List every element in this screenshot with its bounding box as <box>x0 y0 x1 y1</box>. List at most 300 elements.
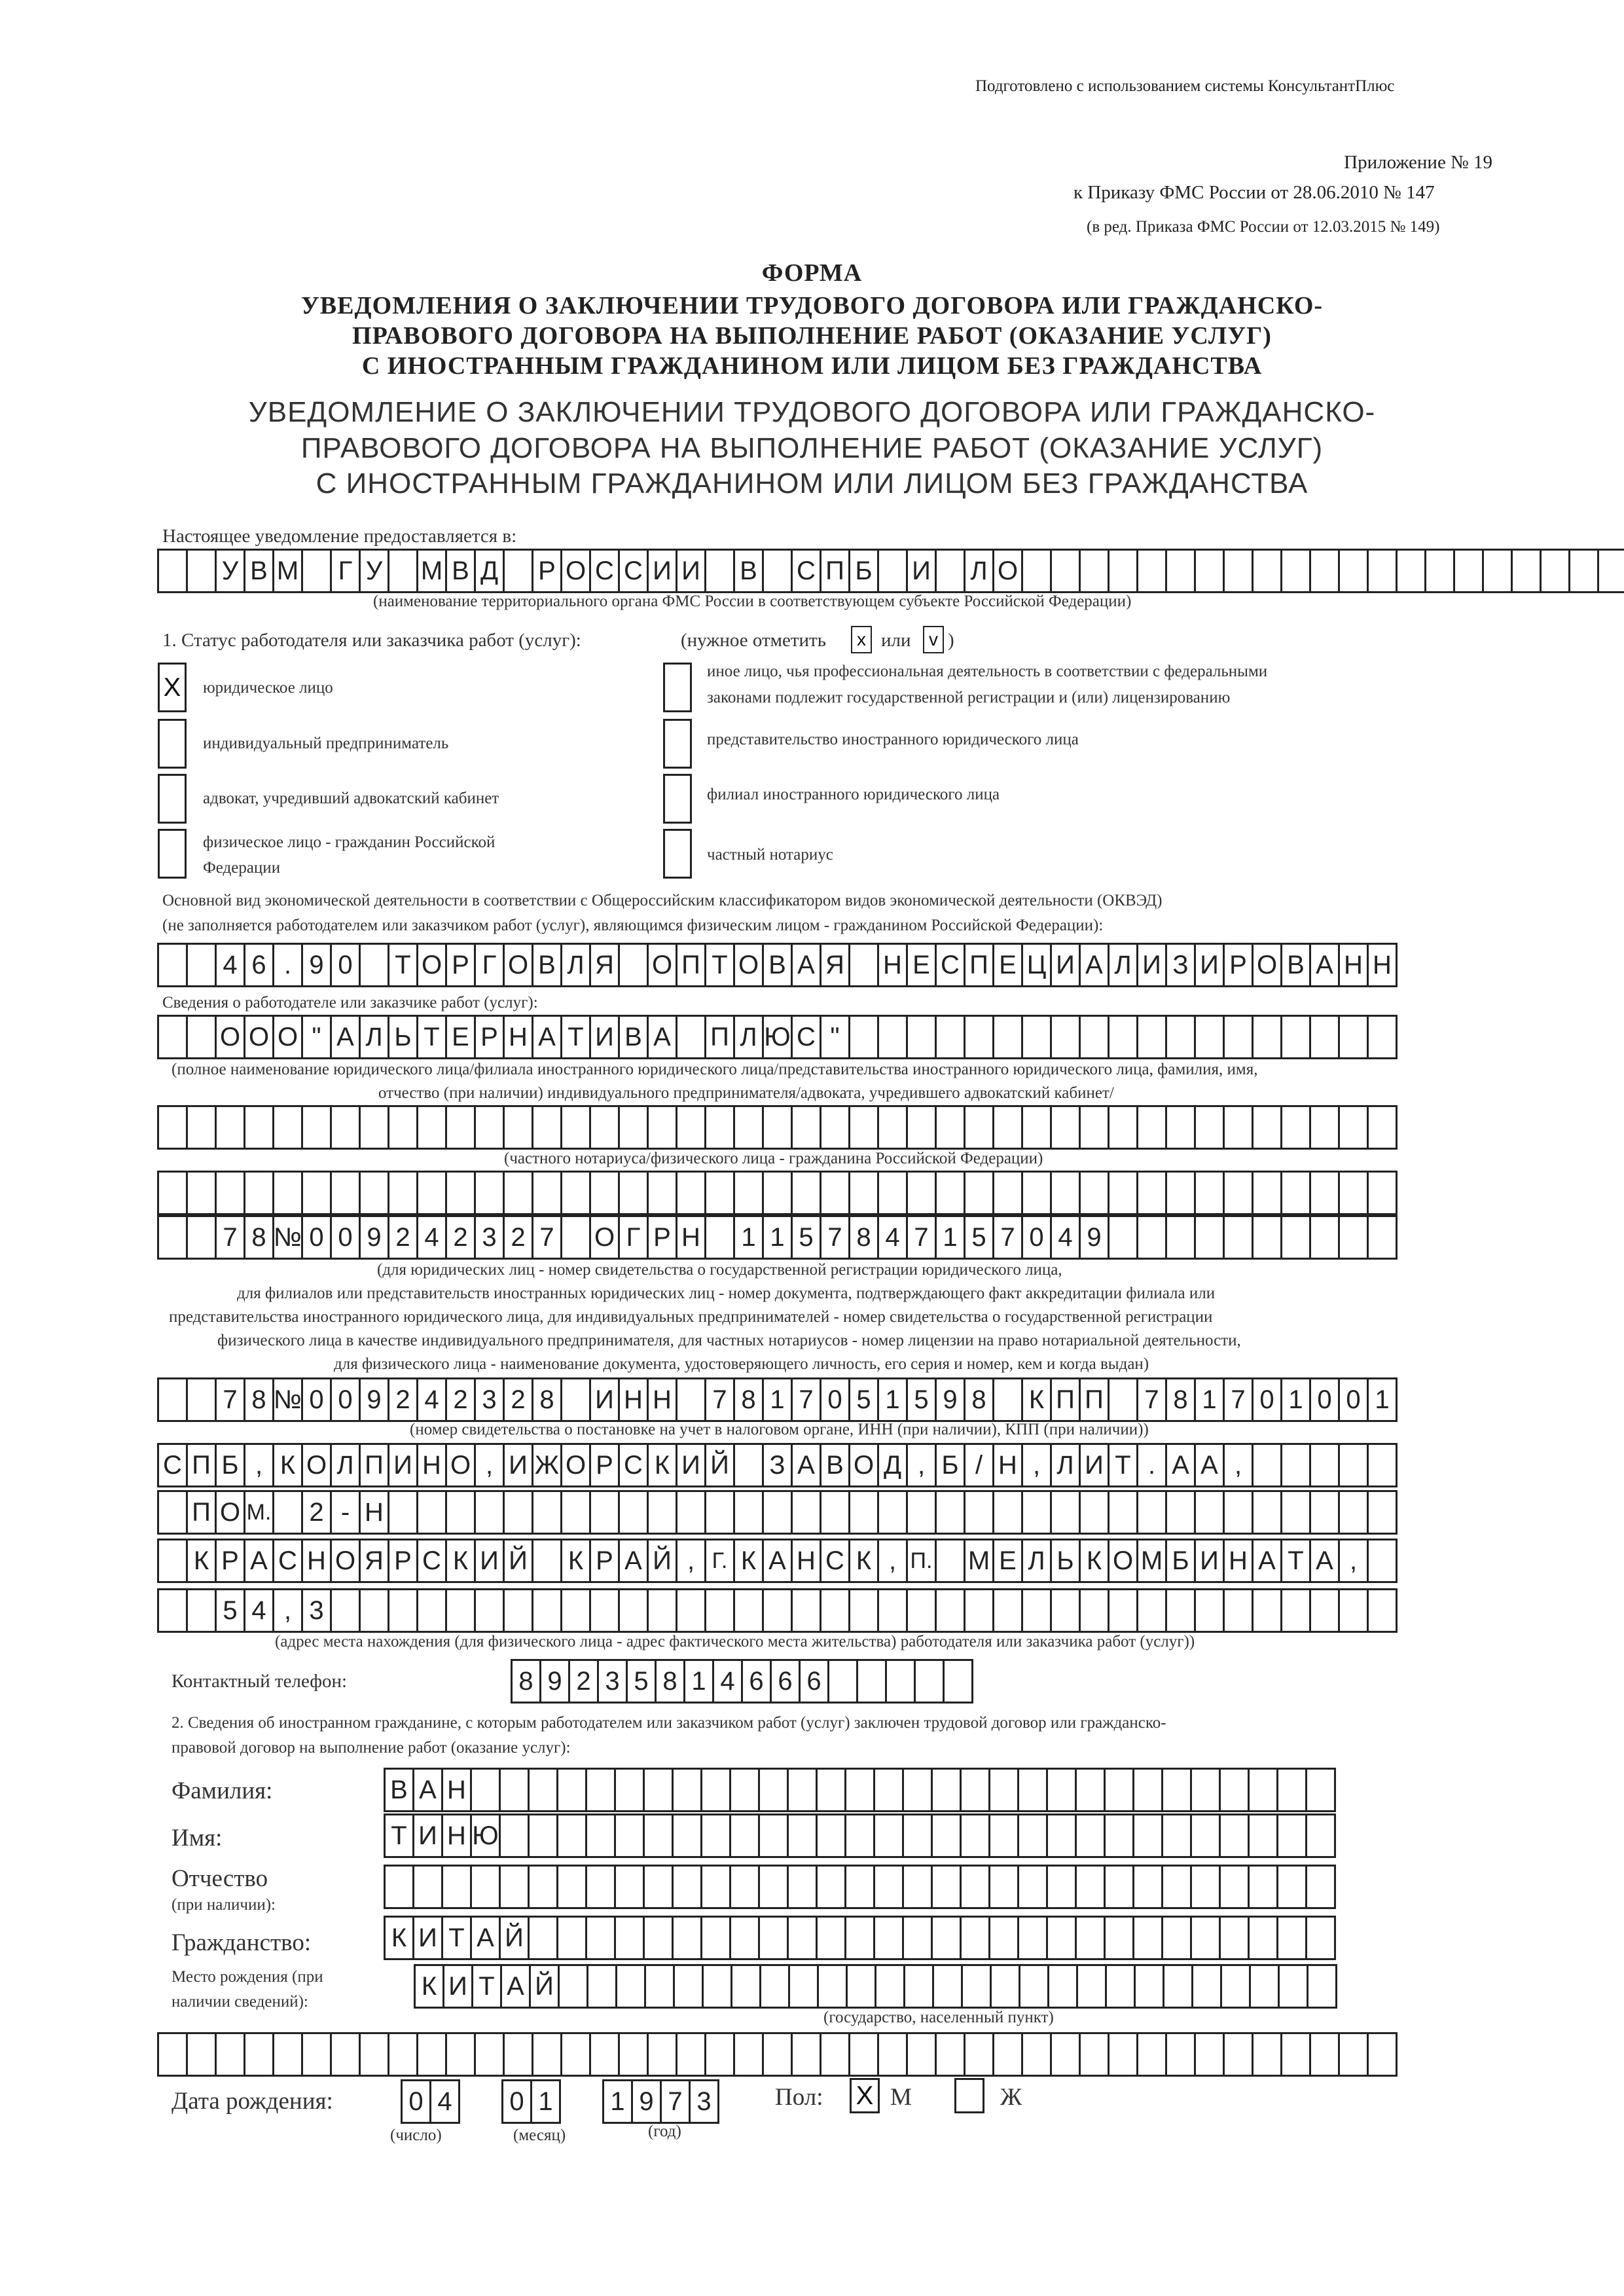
char-cell[interactable] <box>186 1171 217 1215</box>
char-cell[interactable] <box>1223 1215 1254 1260</box>
char-cell[interactable] <box>499 1768 530 1812</box>
char-cell[interactable]: 0 <box>1252 1377 1282 1422</box>
char-cell[interactable] <box>992 1377 1023 1422</box>
char-cell[interactable] <box>1017 1768 1048 1812</box>
char-cell[interactable] <box>157 1539 188 1583</box>
char-cell[interactable] <box>1252 1105 1282 1150</box>
char-cell[interactable]: А <box>532 1015 562 1059</box>
char-cell[interactable]: С <box>935 943 965 987</box>
char-cell[interactable] <box>1276 1768 1307 1812</box>
char-cell[interactable] <box>762 549 793 593</box>
char-cell[interactable] <box>672 1813 702 1858</box>
char-cell[interactable]: 8 <box>848 1215 879 1260</box>
char-cell[interactable]: Л <box>359 1015 389 1059</box>
char-cell[interactable] <box>556 1916 587 1960</box>
char-cell[interactable]: В <box>1280 943 1311 987</box>
char-cell[interactable]: В <box>820 1443 850 1487</box>
char-cell[interactable] <box>618 1588 649 1633</box>
char-cell[interactable] <box>1190 1916 1221 1960</box>
char-cell[interactable]: Р <box>1223 943 1254 987</box>
char-cell[interactable] <box>416 1490 447 1535</box>
char-cell[interactable] <box>964 1015 994 1059</box>
char-cell[interactable] <box>1280 1171 1311 1215</box>
char-cell[interactable]: С <box>157 1443 188 1487</box>
char-cell[interactable]: , <box>1338 1539 1369 1583</box>
char-cell[interactable] <box>157 2032 188 2077</box>
char-cell[interactable]: Р <box>388 1539 418 1583</box>
char-cell[interactable] <box>672 1865 702 1909</box>
char-cell[interactable] <box>1191 1964 1222 2009</box>
char-cell[interactable] <box>330 2032 361 2077</box>
char-cell[interactable] <box>157 1015 188 1059</box>
char-cell[interactable]: Н <box>1338 943 1369 987</box>
char-cell[interactable] <box>647 2032 677 2077</box>
char-cell[interactable]: 5 <box>964 1215 994 1260</box>
char-cell[interactable]: С <box>791 549 821 593</box>
char-cell[interactable] <box>1108 1171 1138 1215</box>
char-cell[interactable]: Я <box>820 943 850 987</box>
char-cell[interactable] <box>931 1865 962 1909</box>
char-cell[interactable] <box>503 1490 533 1535</box>
char-cell[interactable]: Р <box>474 1015 505 1059</box>
char-cell[interactable]: Т <box>704 943 735 987</box>
char-cell[interactable] <box>988 1813 1019 1858</box>
char-cell[interactable]: 3 <box>689 2079 719 2124</box>
char-cell[interactable] <box>931 1916 962 1960</box>
char-cell[interactable] <box>729 1813 760 1858</box>
char-cell[interactable] <box>1108 549 1138 593</box>
char-cell[interactable]: И <box>1194 943 1225 987</box>
char-cell[interactable]: С <box>589 549 620 593</box>
char-cell[interactable]: 7 <box>704 1377 735 1422</box>
patronymic-field[interactable] <box>384 1865 1334 1909</box>
char-cell[interactable]: И <box>1194 1539 1225 1583</box>
char-cell[interactable] <box>1223 549 1254 593</box>
char-cell[interactable] <box>186 943 217 987</box>
char-cell[interactable] <box>1309 1105 1340 1150</box>
char-cell[interactable] <box>585 1768 616 1812</box>
char-cell[interactable] <box>556 1865 587 1909</box>
char-cell[interactable] <box>1367 549 1398 593</box>
char-cell[interactable] <box>1108 1215 1138 1260</box>
char-cell[interactable]: 4 <box>416 1377 447 1422</box>
char-cell[interactable]: С <box>618 549 649 593</box>
char-cell[interactable]: , <box>1021 1443 1052 1487</box>
char-cell[interactable] <box>877 1015 908 1059</box>
char-cell[interactable] <box>1367 1105 1398 1150</box>
char-cell[interactable] <box>935 549 965 593</box>
char-cell[interactable]: С <box>820 1539 850 1583</box>
char-cell[interactable]: Р <box>589 1539 620 1583</box>
char-cell[interactable] <box>589 2032 620 2077</box>
char-cell[interactable]: 0 <box>301 1377 332 1422</box>
char-cell[interactable] <box>643 1768 674 1812</box>
char-cell[interactable] <box>733 1171 764 1215</box>
char-cell[interactable] <box>388 2032 418 2077</box>
char-cell[interactable] <box>1050 1588 1081 1633</box>
char-cell[interactable]: И <box>589 1015 620 1059</box>
char-cell[interactable]: Н <box>1223 1539 1254 1583</box>
char-cell[interactable] <box>729 1916 760 1960</box>
char-cell[interactable] <box>787 1768 818 1812</box>
char-cell[interactable] <box>902 1813 933 1858</box>
char-cell[interactable] <box>700 1813 731 1858</box>
char-cell[interactable]: 2 <box>503 1215 533 1260</box>
char-cell[interactable] <box>1252 1443 1282 1487</box>
char-cell[interactable] <box>906 1105 937 1150</box>
char-cell[interactable]: В <box>762 943 793 987</box>
char-cell[interactable]: А <box>1079 943 1110 987</box>
char-cell[interactable]: П <box>186 1443 217 1487</box>
char-cell[interactable]: О <box>416 943 447 987</box>
char-cell[interactable] <box>560 1171 591 1215</box>
char-cell[interactable] <box>1161 1768 1192 1812</box>
char-cell[interactable] <box>704 549 735 593</box>
char-cell[interactable] <box>906 1171 937 1215</box>
char-cell[interactable] <box>1194 1588 1225 1633</box>
char-cell[interactable]: . <box>272 943 303 987</box>
char-cell[interactable] <box>906 1588 937 1633</box>
char-cell[interactable] <box>1223 1171 1254 1215</box>
char-cell[interactable]: Г <box>330 549 361 593</box>
char-cell[interactable]: 2 <box>445 1215 476 1260</box>
char-cell[interactable] <box>676 1588 706 1633</box>
char-cell[interactable] <box>643 1813 674 1858</box>
char-cell[interactable]: З <box>762 1443 793 1487</box>
char-cell[interactable] <box>992 1015 1023 1059</box>
char-cell[interactable] <box>931 1768 962 1812</box>
char-cell[interactable]: И <box>1136 943 1167 987</box>
char-cell[interactable] <box>1075 1865 1106 1909</box>
char-cell[interactable] <box>359 1588 389 1633</box>
char-cell[interactable] <box>1338 1015 1369 1059</box>
char-cell[interactable]: А <box>1309 943 1340 987</box>
registration-field-row-1[interactable] <box>157 1171 1396 1215</box>
char-cell[interactable]: , <box>1223 1443 1254 1487</box>
char-cell[interactable]: 0 <box>1021 1215 1052 1260</box>
char-cell[interactable]: Н <box>647 1377 677 1422</box>
char-cell[interactable]: 5 <box>626 1659 657 1704</box>
char-cell[interactable] <box>618 1490 649 1535</box>
char-cell[interactable]: , <box>272 1588 303 1633</box>
char-cell[interactable] <box>244 1171 274 1215</box>
char-cell[interactable] <box>758 1865 789 1909</box>
char-cell[interactable] <box>1367 1490 1398 1535</box>
char-cell[interactable]: 2 <box>388 1215 418 1260</box>
char-cell[interactable] <box>856 1659 887 1704</box>
char-cell[interactable] <box>1136 1490 1167 1535</box>
char-cell[interactable] <box>820 1105 850 1150</box>
char-cell[interactable]: В <box>384 1768 414 1812</box>
char-cell[interactable] <box>1163 1964 1193 2009</box>
char-cell[interactable] <box>1482 549 1513 593</box>
char-cell[interactable] <box>1396 549 1426 593</box>
char-cell[interactable]: Г <box>474 943 505 987</box>
char-cell[interactable]: 1 <box>733 1215 764 1260</box>
char-cell[interactable]: " <box>301 1015 332 1059</box>
char-cell[interactable]: , <box>877 1539 908 1583</box>
char-cell[interactable]: Н <box>503 1015 533 1059</box>
char-cell[interactable] <box>1252 1490 1282 1535</box>
char-cell[interactable] <box>157 1588 188 1633</box>
char-cell[interactable] <box>1278 1964 1308 2009</box>
char-cell[interactable]: Р <box>532 549 562 593</box>
birth-year-field[interactable] <box>602 2079 717 2124</box>
char-cell[interactable] <box>589 1490 620 1535</box>
sex-female-checkbox[interactable] <box>954 2078 984 2113</box>
char-cell[interactable]: 8 <box>511 1659 541 1704</box>
char-cell[interactable] <box>902 1768 933 1812</box>
okved-field[interactable] <box>157 943 1396 987</box>
char-cell[interactable]: Т <box>416 1015 447 1059</box>
char-cell[interactable] <box>503 2032 533 2077</box>
char-cell[interactable] <box>532 2032 562 2077</box>
char-cell[interactable]: П. <box>906 1539 937 1583</box>
char-cell[interactable]: В <box>532 943 562 987</box>
char-cell[interactable] <box>1248 1813 1278 1858</box>
char-cell[interactable] <box>1136 1105 1167 1150</box>
char-cell[interactable]: 3 <box>301 1588 332 1633</box>
char-cell[interactable]: И <box>503 1443 533 1487</box>
char-cell[interactable]: Й <box>529 1964 560 2009</box>
char-cell[interactable] <box>906 1015 937 1059</box>
char-cell[interactable] <box>1050 1015 1081 1059</box>
char-cell[interactable]: Б <box>935 1443 965 1487</box>
char-cell[interactable] <box>759 1964 790 2009</box>
char-cell[interactable]: Н <box>992 1443 1023 1487</box>
char-cell[interactable] <box>272 1171 303 1215</box>
char-cell[interactable]: 8 <box>655 1659 685 1704</box>
char-cell[interactable] <box>704 1171 735 1215</box>
char-cell[interactable] <box>647 1171 677 1215</box>
char-cell[interactable] <box>1021 549 1052 593</box>
char-cell[interactable] <box>816 1916 846 1960</box>
char-cell[interactable]: Ю <box>470 1813 501 1858</box>
status-individual-entrepreneur-checkbox[interactable] <box>158 719 187 769</box>
char-cell[interactable] <box>1280 1490 1311 1535</box>
char-cell[interactable] <box>186 549 217 593</box>
char-cell[interactable] <box>788 1964 819 2009</box>
char-cell[interactable] <box>186 1105 217 1150</box>
char-cell[interactable] <box>729 1768 760 1812</box>
char-cell[interactable]: О <box>215 1490 245 1535</box>
char-cell[interactable]: А <box>1309 1539 1340 1583</box>
char-cell[interactable] <box>560 1377 591 1422</box>
char-cell[interactable]: Л <box>560 943 591 987</box>
char-cell[interactable]: Д <box>474 549 505 593</box>
char-cell[interactable]: 8 <box>244 1215 274 1260</box>
char-cell[interactable] <box>1017 1865 1048 1909</box>
char-cell[interactable]: 0 <box>330 943 361 987</box>
char-cell[interactable] <box>1338 1171 1369 1215</box>
char-cell[interactable] <box>1309 1171 1340 1215</box>
char-cell[interactable]: 7 <box>791 1377 821 1422</box>
char-cell[interactable] <box>1367 1015 1398 1059</box>
char-cell[interactable]: - <box>330 1490 361 1535</box>
char-cell[interactable]: 5 <box>848 1377 879 1422</box>
char-cell[interactable]: 4 <box>416 1215 447 1260</box>
char-cell[interactable] <box>1367 1539 1398 1583</box>
char-cell[interactable] <box>647 1588 677 1633</box>
char-cell[interactable] <box>877 1588 908 1633</box>
char-cell[interactable] <box>441 1865 472 1909</box>
char-cell[interactable] <box>1194 1171 1225 1215</box>
char-cell[interactable] <box>1079 1588 1110 1633</box>
char-cell[interactable] <box>1309 1215 1340 1260</box>
char-cell[interactable] <box>1017 1916 1048 1960</box>
char-cell[interactable]: И <box>676 1443 706 1487</box>
char-cell[interactable] <box>733 1443 764 1487</box>
char-cell[interactable] <box>556 1813 587 1858</box>
char-cell[interactable]: 5 <box>906 1377 937 1422</box>
char-cell[interactable] <box>758 1768 789 1812</box>
char-cell[interactable]: И <box>906 549 937 593</box>
char-cell[interactable] <box>816 1865 846 1909</box>
char-cell[interactable] <box>1108 1377 1138 1422</box>
char-cell[interactable]: 7 <box>992 1215 1023 1260</box>
char-cell[interactable]: П <box>1079 1377 1110 1422</box>
char-cell[interactable] <box>585 1813 616 1858</box>
char-cell[interactable] <box>1076 1964 1107 2009</box>
char-cell[interactable]: К <box>647 1443 677 1487</box>
char-cell[interactable] <box>470 1865 501 1909</box>
char-cell[interactable]: Й <box>704 1443 735 1487</box>
char-cell[interactable] <box>1161 1813 1192 1858</box>
char-cell[interactable] <box>560 1588 591 1633</box>
char-cell[interactable] <box>1165 1215 1196 1260</box>
char-cell[interactable]: 7 <box>1223 1377 1254 1422</box>
char-cell[interactable]: Р <box>589 1443 620 1487</box>
char-cell[interactable] <box>964 1171 994 1215</box>
char-cell[interactable]: 1 <box>1194 1377 1225 1422</box>
char-cell[interactable] <box>157 1105 188 1150</box>
char-cell[interactable] <box>1194 1105 1225 1150</box>
char-cell[interactable]: , <box>676 1539 706 1583</box>
char-cell[interactable] <box>791 1490 821 1535</box>
char-cell[interactable] <box>643 1865 674 1909</box>
char-cell[interactable] <box>1046 1916 1077 1960</box>
char-cell[interactable] <box>1050 1105 1081 1150</box>
char-cell[interactable]: Н <box>416 1443 447 1487</box>
char-cell[interactable]: Ц <box>1021 943 1052 987</box>
char-cell[interactable]: А <box>791 1443 821 1487</box>
char-cell[interactable] <box>445 1171 476 1215</box>
char-cell[interactable] <box>827 1659 858 1704</box>
char-cell[interactable] <box>1280 1105 1311 1150</box>
char-cell[interactable] <box>1194 549 1225 593</box>
birthplace-field-row-2[interactable] <box>157 2032 1396 2077</box>
char-cell[interactable]: Н <box>676 1215 706 1260</box>
char-cell[interactable] <box>1309 549 1340 593</box>
char-cell[interactable] <box>1021 1588 1052 1633</box>
char-cell[interactable]: 5 <box>215 1588 245 1633</box>
char-cell[interactable] <box>733 2032 764 2077</box>
char-cell[interactable] <box>560 1215 591 1260</box>
char-cell[interactable] <box>762 1171 793 1215</box>
char-cell[interactable] <box>1104 1768 1134 1812</box>
char-cell[interactable]: Я <box>589 943 620 987</box>
char-cell[interactable]: А <box>500 1964 531 2009</box>
char-cell[interactable]: К <box>733 1539 764 1583</box>
char-cell[interactable]: П <box>964 943 994 987</box>
char-cell[interactable] <box>762 1490 793 1535</box>
char-cell[interactable] <box>992 1171 1023 1215</box>
char-cell[interactable]: 9 <box>935 1377 965 1422</box>
char-cell[interactable] <box>902 1916 933 1960</box>
char-cell[interactable] <box>532 1490 562 1535</box>
char-cell[interactable]: 0 <box>330 1377 361 1422</box>
char-cell[interactable] <box>704 2032 735 2077</box>
char-cell[interactable] <box>503 1171 533 1215</box>
char-cell[interactable]: , <box>906 1443 937 1487</box>
address-field-row-4[interactable] <box>157 1588 1396 1633</box>
char-cell[interactable]: З <box>1165 943 1196 987</box>
char-cell[interactable]: 1 <box>683 1659 714 1704</box>
char-cell[interactable] <box>1050 1171 1081 1215</box>
char-cell[interactable]: И <box>388 1443 418 1487</box>
char-cell[interactable] <box>1190 1813 1221 1858</box>
char-cell[interactable]: Л <box>1021 1539 1052 1583</box>
char-cell[interactable]: Е <box>992 1539 1023 1583</box>
char-cell[interactable] <box>560 2032 591 2077</box>
char-cell[interactable] <box>1305 1768 1336 1812</box>
char-cell[interactable] <box>700 1768 731 1812</box>
char-cell[interactable] <box>1161 1865 1192 1909</box>
char-cell[interactable] <box>1252 1588 1282 1633</box>
birth-month-field[interactable] <box>501 2079 559 2124</box>
char-cell[interactable] <box>272 2032 303 2077</box>
char-cell[interactable]: О <box>244 1015 274 1059</box>
char-cell[interactable] <box>157 549 188 593</box>
char-cell[interactable]: В <box>618 1015 649 1059</box>
employer-name-field-row-2[interactable] <box>157 1105 1396 1150</box>
char-cell[interactable] <box>186 1015 217 1059</box>
char-cell[interactable] <box>1165 2032 1196 2077</box>
char-cell[interactable] <box>935 1171 965 1215</box>
char-cell[interactable] <box>848 1588 879 1633</box>
address-field-row-1[interactable] <box>157 1443 1396 1487</box>
char-cell[interactable]: Т <box>1108 1443 1138 1487</box>
char-cell[interactable] <box>215 1171 245 1215</box>
char-cell[interactable] <box>1280 2032 1311 2077</box>
status-notary-checkbox[interactable] <box>663 829 692 879</box>
char-cell[interactable] <box>1338 2032 1369 2077</box>
char-cell[interactable] <box>301 1105 332 1150</box>
char-cell[interactable] <box>902 1865 933 1909</box>
char-cell[interactable] <box>1597 549 1624 593</box>
char-cell[interactable] <box>1165 549 1196 593</box>
char-cell[interactable]: К <box>186 1539 217 1583</box>
char-cell[interactable]: Л <box>964 549 994 593</box>
char-cell[interactable]: 4 <box>1050 1215 1081 1260</box>
char-cell[interactable] <box>992 1105 1023 1150</box>
char-cell[interactable] <box>474 1105 505 1150</box>
char-cell[interactable] <box>816 1768 846 1812</box>
char-cell[interactable]: 7 <box>820 1215 850 1260</box>
char-cell[interactable]: Н <box>359 1490 389 1535</box>
char-cell[interactable] <box>848 943 879 987</box>
char-cell[interactable]: Е <box>992 943 1023 987</box>
char-cell[interactable]: 2 <box>445 1377 476 1422</box>
char-cell[interactable]: С <box>618 1443 649 1487</box>
char-cell[interactable] <box>676 1377 706 1422</box>
char-cell[interactable] <box>618 1105 649 1150</box>
char-cell[interactable]: М <box>1136 1539 1167 1583</box>
char-cell[interactable]: 0 <box>1309 1377 1340 1422</box>
char-cell[interactable] <box>1223 1490 1254 1535</box>
char-cell[interactable] <box>470 1768 501 1812</box>
char-cell[interactable]: 3 <box>474 1215 505 1260</box>
